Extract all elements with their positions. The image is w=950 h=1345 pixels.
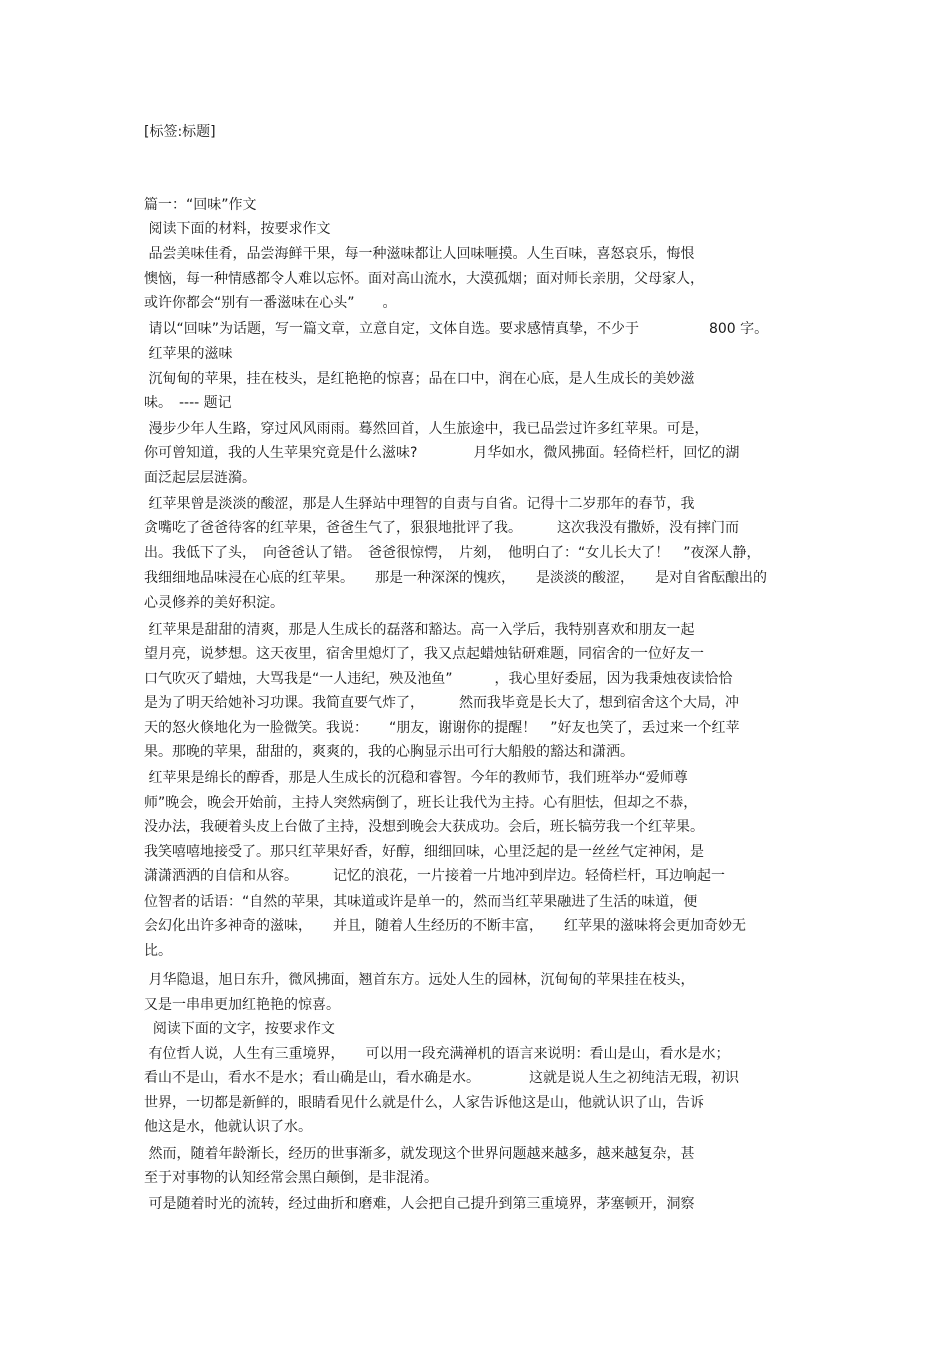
text-line: 月华隐退，旭日东升，微风拂面，翘首东方。远处人生的园林，沉甸甸的苹果挂在枝头， <box>144 972 695 988</box>
text-line: 会幻化出许多神奇的滋味， 并且，随着人生经历的不断丰富， 红苹果的滋味将会更加奇妙无 <box>144 918 746 934</box>
text-line: 有位哲人说，人生有三重境界， 可以用一段充满禅机的语言来说明：看山是山，看水是水； <box>144 1046 730 1062</box>
text-line: 心灵修养的美好积淀。 <box>144 595 284 611</box>
text-line: 我笑嘻嘻地接受了。那只红苹果好香，好醇，细细回味，心里泛起的是一丝丝气定神闲，是 <box>144 844 704 860</box>
text-line: 比。 <box>144 943 172 959</box>
text-line: 我细细地品味浸在心底的红苹果。 那是一种深深的愧疚， 是淡淡的酸涩， 是对自省酝酿出的 <box>144 570 767 586</box>
text-line: 果。那晚的苹果，甜甜的，爽爽的，我的心胸显示出可行大船般的豁达和潇洒。 <box>144 744 634 760</box>
text-line: 世界，一切都是新鲜的，眼睛看见什么就是什么，人家告诉他这是山，他就认识了山，告诉 <box>144 1095 704 1111</box>
text-line: 贪嘴吃了爸爸待客的红苹果，爸爸生气了，狠狠地批评了我。 这次我没有撒娇，没有摔门而 <box>144 520 739 536</box>
text-line: 位智者的话语：“自然的苹果，其味道或许是单一的，然而当红苹果融进了生活的味道，便 <box>144 894 698 910</box>
text-line: 是为了明天给她补习功课。我简直要气炸了， 然而我毕竟是长大了，想到宿舍这个大局，冲 <box>144 695 739 711</box>
text-line: 沉甸甸的苹果，挂在枝头，是红艳艳的惊喜；品在口中，润在心底，是人生成长的美妙滋 <box>144 371 695 387</box>
text-line: 看山不是山，看水不是水；看山确是山，看水确是水。 这就是说人生之初纯洁无瑕，初识 <box>144 1070 739 1086</box>
text-line: 篇一：“回味”作文 <box>144 197 257 213</box>
text-line: 味。 ---- 题记 <box>144 395 232 411</box>
text-line: 师”晚会，晚会开始前，主持人突然病倒了，班长让我代为主持。心有胆怯，但却之不恭， <box>144 795 698 811</box>
text-line: 潇潇洒洒的自信和从容。 记忆的浪花，一片接着一片地冲到岸边。轻倚栏杆，耳边响起一 <box>144 868 725 884</box>
text-line: 红苹果是甜甜的清爽，那是人生成长的磊落和豁达。高一入学后，我特别喜欢和朋友一起 <box>144 622 695 638</box>
text-line: 请以“回味”为话题，写一篇文章，立意自定，文体自选。要求感情真挚，不少于 800 字。 <box>144 321 769 337</box>
text-line: 阅读下面的材料，按要求作文 <box>144 221 331 237</box>
text-line: 你可曾知道，我的人生苹果究竟是什么滋味? 月华如水，微风拂面。轻倚栏杆，回忆的湖 <box>144 445 740 461</box>
text-line: 漫步少年人生路，穿过风风雨雨。蓦然回首，人生旅途中，我已品尝过许多红苹果。可是， <box>144 421 709 437</box>
text-line: 又是一串串更加红艳艳的惊喜。 <box>144 997 340 1013</box>
text-line: 面泛起层层涟漪。 <box>144 470 256 486</box>
text-line: 懊恼，每一种情感都令人难以忘怀。面对高山流水，大漠孤烟；面对师长亲朋，父母家人， <box>144 271 704 287</box>
text-line: 至于对事物的认知经常会黑白颠倒，是非混淆。 <box>144 1170 438 1186</box>
text-line: 红苹果的滋味 <box>144 346 233 362</box>
text-line: 或许你都会“别有一番滋味在心头” 。 <box>144 295 397 311</box>
text-line: 品尝美味佳肴，品尝海鲜干果，每一种滋味都让人回味咂摸。人生百味，喜怒哀乐，悔恨 <box>144 246 695 262</box>
text-line: 他这是水，他就认识了水。 <box>144 1119 312 1135</box>
text-line: 阅读下面的文字，按要求作文 <box>144 1021 335 1037</box>
text-line: 可是随着时光的流转，经过曲折和磨难，人会把自己提升到第三重境界，茅塞顿开，洞察 <box>144 1196 695 1212</box>
text-line: 没办法，我硬着头皮上台做了主持，没想到晚会大获成功。会后，班长犒劳我一个红苹果。 <box>144 819 704 835</box>
text-line: 红苹果是绵长的醇香，那是人生成长的沉稳和睿智。今年的教师节，我们班举办“爱师尊 <box>144 770 688 786</box>
text-line: 然而，随着年龄渐长，经历的世事渐多，就发现这个世界问题越来越多，越来越复杂，甚 <box>144 1146 695 1162</box>
text-line: 红苹果曾是淡淡的酸涩，那是人生驿站中理智的自责与自省。记得十二岁那年的春节，我 <box>144 496 695 512</box>
text-line: 出。我低下了头， 向爸爸认了错。 爸爸很惊愕， 片刻， 他明白了：“女儿长大了！ ”夜深人静， <box>144 545 761 561</box>
text-line: 口气吹灭了蜡烛，大骂我是“一人违纪，殃及池鱼” ，我心里好委屈，因为我秉烛夜读恰恰 <box>144 671 733 687</box>
text-line: 望月亮，说梦想。这天夜里，宿舍里熄灯了，我又点起蜡烛钻研难题，同宿舍的一位好友一 <box>144 646 704 662</box>
tag-line: [标签:标题] <box>144 124 216 140</box>
text-line: 天的怒火倏地化为一脸微笑。我说： “朋友，谢谢你的提醒！ ”好友也笑了，丢过来一个红苹 <box>144 720 740 736</box>
